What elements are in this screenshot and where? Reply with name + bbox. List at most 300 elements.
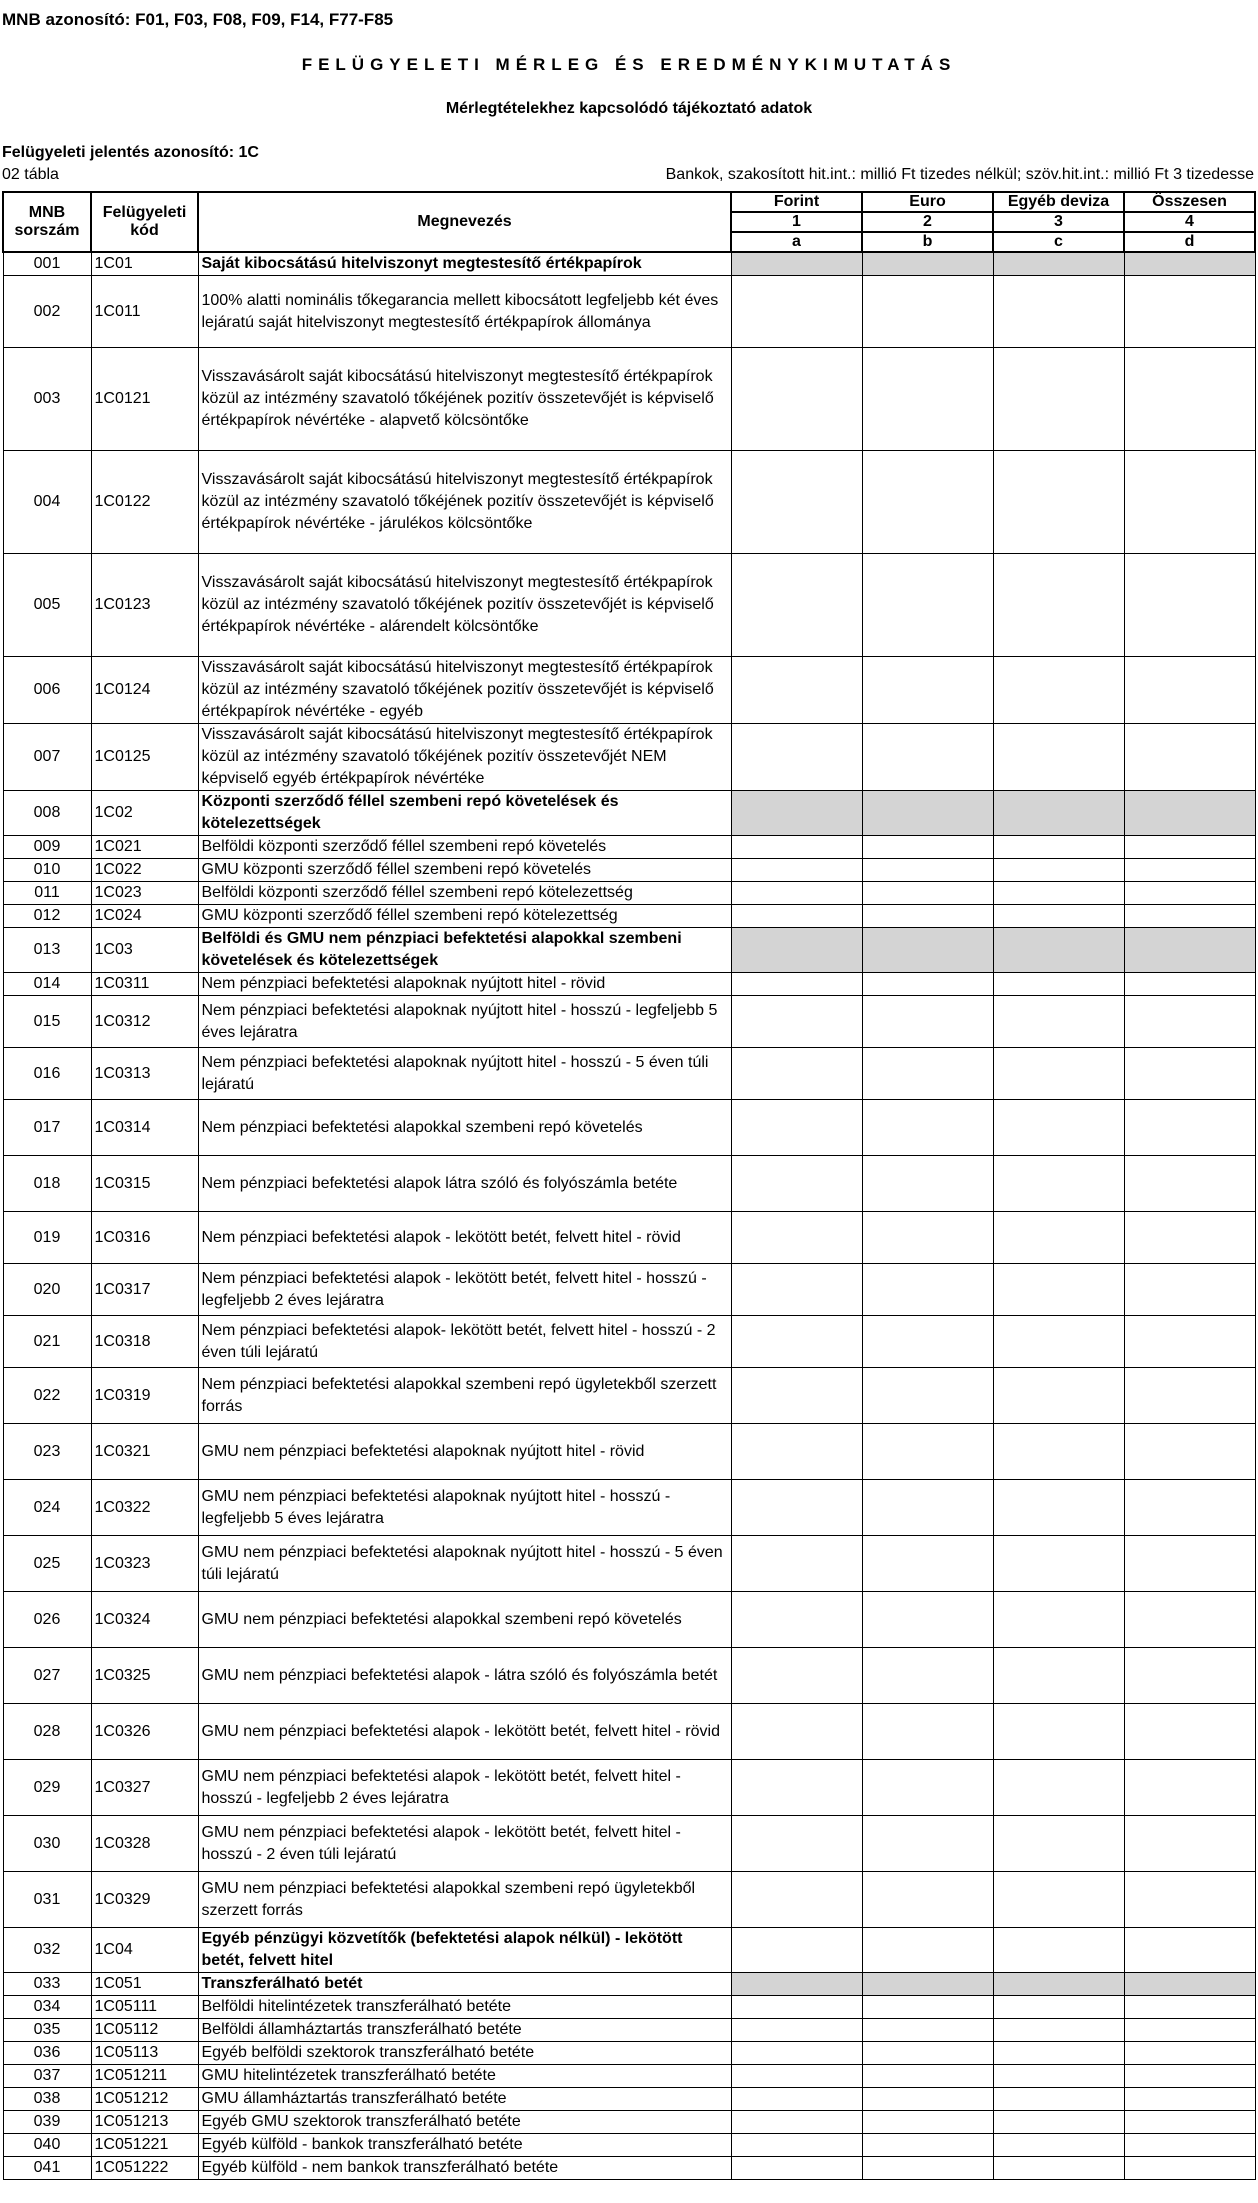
col-number: 2 xyxy=(862,212,993,232)
value-cell[interactable] xyxy=(1124,1536,1255,1592)
row-code: 1C0324 xyxy=(91,1592,198,1648)
value-cell[interactable] xyxy=(862,252,993,276)
value-cell[interactable] xyxy=(862,1592,993,1648)
table-row xyxy=(3,2134,1255,2157)
row-label: GMU központi szerződő féllel szembeni repó követelés xyxy=(198,859,731,882)
value-cell[interactable] xyxy=(731,1156,862,1212)
value-cell[interactable] xyxy=(731,1704,862,1760)
col-letter: a xyxy=(731,232,862,252)
value-cell[interactable] xyxy=(993,928,1124,973)
row-number: 001 xyxy=(3,252,91,276)
table-row xyxy=(3,724,1255,791)
value-cell[interactable] xyxy=(993,836,1124,859)
row-code: 1C011 xyxy=(91,276,198,348)
row-number: 027 xyxy=(3,1648,91,1704)
value-cell[interactable] xyxy=(731,1816,862,1872)
row-label: Nem pénzpiaci befektetési alapok - lekötött betét, felvett hitel - hosszú - legfeljebb 2 éves lejáratra xyxy=(198,1264,731,1316)
value-cell[interactable] xyxy=(731,2065,862,2088)
value-cell[interactable] xyxy=(731,1760,862,1816)
row-label: Nem pénzpiaci befektetési alapok- lekötött betét, felvett hitel - hosszú - 2 éven túli lejáratú xyxy=(198,1316,731,1368)
row-code: 1C023 xyxy=(91,882,198,905)
value-cell[interactable] xyxy=(862,1048,993,1100)
value-cell[interactable] xyxy=(993,2111,1124,2134)
value-cell[interactable] xyxy=(731,1648,862,1704)
col-number: 4 xyxy=(1124,212,1255,232)
value-cell[interactable] xyxy=(1124,973,1255,996)
value-cell[interactable] xyxy=(993,276,1124,348)
value-cell[interactable] xyxy=(1124,1704,1255,1760)
value-cell[interactable] xyxy=(731,348,862,451)
report-identifier: Felügyeleti jelentés azonosító: 1C xyxy=(2,144,259,161)
row-code: 1C0313 xyxy=(91,1048,198,1100)
row-label: GMU államháztartás transzferálható betéte xyxy=(198,2088,731,2111)
row-number: 036 xyxy=(3,2042,91,2065)
value-cell[interactable] xyxy=(731,2111,862,2134)
row-code: 1C0325 xyxy=(91,1648,198,1704)
row-label: Egyéb pénzügyi közvetítők (befektetési alapok nélkül) - lekötött betét, felvett hitel xyxy=(198,1928,731,1973)
value-cell[interactable] xyxy=(1124,724,1255,791)
value-cell[interactable] xyxy=(731,554,862,657)
value-cell[interactable] xyxy=(993,2065,1124,2088)
row-label: GMU nem pénzpiaci befektetési alapoknak nyújtott hitel - hosszú - 5 éven túli lejáratú xyxy=(198,1536,731,1592)
value-cell[interactable] xyxy=(862,973,993,996)
value-cell[interactable] xyxy=(993,348,1124,451)
value-cell[interactable] xyxy=(1124,882,1255,905)
row-number: 021 xyxy=(3,1316,91,1368)
table-row xyxy=(3,451,1255,554)
value-cell[interactable] xyxy=(862,1648,993,1704)
table-row xyxy=(3,1996,1255,2019)
value-cell[interactable] xyxy=(1124,1996,1255,2019)
row-number: 035 xyxy=(3,2019,91,2042)
row-number: 029 xyxy=(3,1760,91,1816)
row-code: 1C04 xyxy=(91,1928,198,1973)
value-cell[interactable] xyxy=(731,276,862,348)
table-row xyxy=(3,2111,1255,2134)
table-row xyxy=(3,996,1255,1048)
table-row xyxy=(3,1973,1255,1996)
value-cell[interactable] xyxy=(731,905,862,928)
value-cell[interactable] xyxy=(862,996,993,1048)
row-code: 1C0122 xyxy=(91,451,198,554)
table-row xyxy=(3,1100,1255,1156)
value-cell[interactable] xyxy=(993,1100,1124,1156)
row-code: 1C051 xyxy=(91,1973,198,1996)
value-cell[interactable] xyxy=(731,1264,862,1316)
value-cell[interactable] xyxy=(1124,1872,1255,1928)
value-cell[interactable] xyxy=(1124,928,1255,973)
value-cell[interactable] xyxy=(862,2042,993,2065)
value-cell[interactable] xyxy=(731,657,862,724)
table-row xyxy=(3,2019,1255,2042)
table-row xyxy=(3,859,1255,882)
value-cell[interactable] xyxy=(993,1316,1124,1368)
value-cell[interactable] xyxy=(862,1872,993,1928)
value-cell[interactable] xyxy=(731,882,862,905)
table-number: 02 tábla xyxy=(2,166,59,183)
table-row xyxy=(3,905,1255,928)
value-cell[interactable] xyxy=(993,252,1124,276)
table-row xyxy=(3,882,1255,905)
table-row xyxy=(3,1536,1255,1592)
value-cell[interactable] xyxy=(731,1480,862,1536)
value-cell[interactable] xyxy=(1124,2157,1255,2180)
value-cell[interactable] xyxy=(993,1760,1124,1816)
value-cell[interactable] xyxy=(993,1592,1124,1648)
value-cell[interactable] xyxy=(862,1212,993,1264)
row-number: 011 xyxy=(3,882,91,905)
row-label: GMU nem pénzpiaci befektetési alapokkal szembeni repó követelés xyxy=(198,1592,731,1648)
value-cell[interactable] xyxy=(993,973,1124,996)
value-cell[interactable] xyxy=(993,1212,1124,1264)
report-table xyxy=(2,191,1256,2180)
value-cell[interactable] xyxy=(731,1973,862,1996)
row-number: 038 xyxy=(3,2088,91,2111)
row-label: GMU nem pénzpiaci befektetési alapoknak nyújtott hitel - hosszú - legfeljebb 5 éves lejáratra xyxy=(198,1480,731,1536)
value-cell[interactable] xyxy=(862,451,993,554)
value-cell[interactable] xyxy=(862,905,993,928)
value-cell[interactable] xyxy=(1124,2042,1255,2065)
value-cell[interactable] xyxy=(1124,859,1255,882)
value-cell[interactable] xyxy=(1124,1760,1255,1816)
col-number: 3 xyxy=(993,212,1124,232)
value-cell[interactable] xyxy=(731,2019,862,2042)
value-cell[interactable] xyxy=(1124,657,1255,724)
row-label: Egyéb GMU szektorok transzferálható betéte xyxy=(198,2111,731,2134)
value-cell[interactable] xyxy=(862,791,993,836)
row-number: 018 xyxy=(3,1156,91,1212)
table-row xyxy=(3,1048,1255,1100)
row-code: 1C0322 xyxy=(91,1480,198,1536)
row-label: Transzferálható betét xyxy=(198,1973,731,1996)
value-cell[interactable] xyxy=(731,1872,862,1928)
value-cell[interactable] xyxy=(1124,1156,1255,1212)
table-row xyxy=(3,1368,1255,1424)
row-number: 004 xyxy=(3,451,91,554)
value-cell[interactable] xyxy=(1124,1928,1255,1973)
value-cell[interactable] xyxy=(1124,1100,1255,1156)
value-cell[interactable] xyxy=(862,1480,993,1536)
row-code: 1C051222 xyxy=(91,2157,198,2180)
value-cell[interactable] xyxy=(1124,2111,1255,2134)
col-header-euro: Euro xyxy=(862,192,993,212)
col-header-name: Megnevezés xyxy=(198,192,731,252)
row-code: 1C0318 xyxy=(91,1316,198,1368)
col-letter: d xyxy=(1124,232,1255,252)
value-cell[interactable] xyxy=(993,1480,1124,1536)
value-cell[interactable] xyxy=(993,2019,1124,2042)
value-cell[interactable] xyxy=(993,1973,1124,1996)
value-cell[interactable] xyxy=(993,1536,1124,1592)
value-cell[interactable] xyxy=(1124,2019,1255,2042)
page-subtitle: Mérlegtételekhez kapcsolódó tájékoztató adatok xyxy=(445,100,813,117)
value-cell[interactable] xyxy=(993,882,1124,905)
row-number: 020 xyxy=(3,1264,91,1316)
row-code: 1C0123 xyxy=(91,554,198,657)
value-cell[interactable] xyxy=(862,657,993,724)
col-header-total: Összesen xyxy=(1124,192,1255,212)
row-label: GMU hitelintézetek transzferálható betéte xyxy=(198,2065,731,2088)
value-cell[interactable] xyxy=(1124,1316,1255,1368)
row-code: 1C051212 xyxy=(91,2088,198,2111)
col-number: 1 xyxy=(731,212,862,232)
row-code: 1C0326 xyxy=(91,1704,198,1760)
value-cell[interactable] xyxy=(731,973,862,996)
value-cell[interactable] xyxy=(993,1872,1124,1928)
row-code: 1C0311 xyxy=(91,973,198,996)
value-cell[interactable] xyxy=(731,1536,862,1592)
value-cell[interactable] xyxy=(993,657,1124,724)
row-number: 031 xyxy=(3,1872,91,1928)
value-cell[interactable] xyxy=(993,724,1124,791)
row-label: GMU nem pénzpiaci befektetési alapok - látra szóló és folyószámla betét xyxy=(198,1648,731,1704)
value-cell[interactable] xyxy=(862,2088,993,2111)
value-cell[interactable] xyxy=(731,2157,862,2180)
value-cell[interactable] xyxy=(731,2088,862,2111)
row-label: Nem pénzpiaci befektetési alapoknak nyújtott hitel - hosszú - legfeljebb 5 éves lejáratra xyxy=(198,996,731,1048)
row-label: Belföldi államháztartás transzferálható betéte xyxy=(198,2019,731,2042)
table-row xyxy=(3,657,1255,724)
col-header-code: Felügyeleti kód xyxy=(91,192,198,252)
value-cell[interactable] xyxy=(731,996,862,1048)
row-code: 1C0323 xyxy=(91,1536,198,1592)
value-cell[interactable] xyxy=(862,724,993,791)
value-cell[interactable] xyxy=(1124,1480,1255,1536)
value-cell[interactable] xyxy=(993,2088,1124,2111)
col-header-forint: Forint xyxy=(731,192,862,212)
value-cell[interactable] xyxy=(862,1316,993,1368)
value-cell[interactable] xyxy=(862,276,993,348)
row-code: 1C0327 xyxy=(91,1760,198,1816)
value-cell[interactable] xyxy=(1124,252,1255,276)
row-number: 033 xyxy=(3,1973,91,1996)
table-row xyxy=(3,2042,1255,2065)
value-cell[interactable] xyxy=(862,1536,993,1592)
value-cell[interactable] xyxy=(993,1704,1124,1760)
row-label: Központi szerződő féllel szembeni repó követelések és kötelezettségek xyxy=(198,791,731,836)
value-cell[interactable] xyxy=(993,1648,1124,1704)
table-row xyxy=(3,1480,1255,1536)
table-row xyxy=(3,1592,1255,1648)
value-cell[interactable] xyxy=(862,836,993,859)
value-cell[interactable] xyxy=(731,859,862,882)
row-code: 1C022 xyxy=(91,859,198,882)
value-cell[interactable] xyxy=(1124,836,1255,859)
value-cell[interactable] xyxy=(862,1973,993,1996)
value-cell[interactable] xyxy=(993,1156,1124,1212)
value-cell[interactable] xyxy=(993,791,1124,836)
value-cell[interactable] xyxy=(731,2042,862,2065)
table-row xyxy=(3,2088,1255,2111)
value-cell[interactable] xyxy=(1124,1264,1255,1316)
row-label: Belföldi hitelintézetek transzferálható betéte xyxy=(198,1996,731,2019)
row-code: 1C024 xyxy=(91,905,198,928)
value-cell[interactable] xyxy=(862,859,993,882)
row-code: 1C03 xyxy=(91,928,198,973)
value-cell[interactable] xyxy=(1124,1424,1255,1480)
value-cell[interactable] xyxy=(731,1100,862,1156)
value-cell[interactable] xyxy=(1124,1592,1255,1648)
row-number: 006 xyxy=(3,657,91,724)
value-cell[interactable] xyxy=(731,1592,862,1648)
value-cell[interactable] xyxy=(862,554,993,657)
value-cell[interactable] xyxy=(1124,554,1255,657)
table-row xyxy=(3,1156,1255,1212)
value-cell[interactable] xyxy=(862,1156,993,1212)
table-row xyxy=(3,1928,1255,1973)
row-code: 1C0124 xyxy=(91,657,198,724)
row-label: Belföldi központi szerződő féllel szembeni repó követelés xyxy=(198,836,731,859)
value-cell[interactable] xyxy=(1124,451,1255,554)
row-code: 1C0321 xyxy=(91,1424,198,1480)
row-code: 1C0121 xyxy=(91,348,198,451)
value-cell[interactable] xyxy=(993,554,1124,657)
table-row xyxy=(3,1816,1255,1872)
row-code: 1C051221 xyxy=(91,2134,198,2157)
row-label: Visszavásárolt saját kibocsátású hitelviszonyt megtestesítő értékpapírok közül az intézmény szavatoló tőkéjének pozitív összetevőjét is képviselő értékpapírok névértéke - egyéb xyxy=(198,657,731,724)
value-cell[interactable] xyxy=(862,1760,993,1816)
row-code: 1C0314 xyxy=(91,1100,198,1156)
row-number: 023 xyxy=(3,1424,91,1480)
value-cell[interactable] xyxy=(862,2134,993,2157)
value-cell[interactable] xyxy=(862,1704,993,1760)
value-cell[interactable] xyxy=(862,1368,993,1424)
value-cell[interactable] xyxy=(731,1212,862,1264)
row-code: 1C0317 xyxy=(91,1264,198,1316)
value-cell[interactable] xyxy=(1124,2134,1255,2157)
row-code: 1C05113 xyxy=(91,2042,198,2065)
row-code: 1C0328 xyxy=(91,1816,198,1872)
value-cell[interactable] xyxy=(731,451,862,554)
value-cell[interactable] xyxy=(1124,1816,1255,1872)
value-cell[interactable] xyxy=(1124,1368,1255,1424)
table-row xyxy=(3,1872,1255,1928)
value-cell[interactable] xyxy=(731,791,862,836)
row-label: Nem pénzpiaci befektetési alapoknak nyújtott hitel - rövid xyxy=(198,973,731,996)
value-cell[interactable] xyxy=(731,1424,862,1480)
value-cell[interactable] xyxy=(862,2111,993,2134)
value-cell[interactable] xyxy=(993,1048,1124,1100)
value-cell[interactable] xyxy=(1124,1212,1255,1264)
value-cell[interactable] xyxy=(731,836,862,859)
value-cell[interactable] xyxy=(993,2134,1124,2157)
value-cell[interactable] xyxy=(1124,996,1255,1048)
value-cell[interactable] xyxy=(862,2065,993,2088)
value-cell[interactable] xyxy=(1124,791,1255,836)
row-label: Egyéb külföld - bankok transzferálható betéte xyxy=(198,2134,731,2157)
value-cell[interactable] xyxy=(862,1928,993,1973)
value-cell[interactable] xyxy=(731,252,862,276)
row-code: 1C0329 xyxy=(91,1872,198,1928)
value-cell[interactable] xyxy=(731,2134,862,2157)
value-cell[interactable] xyxy=(993,1816,1124,1872)
row-number: 012 xyxy=(3,905,91,928)
row-label: Nem pénzpiaci befektetési alapok látra szóló és folyószámla betéte xyxy=(198,1156,731,1212)
value-cell[interactable] xyxy=(862,348,993,451)
value-cell[interactable] xyxy=(862,2019,993,2042)
value-cell[interactable] xyxy=(1124,276,1255,348)
value-cell[interactable] xyxy=(1124,1048,1255,1100)
row-label: Visszavásárolt saját kibocsátású hitelviszonyt megtestesítő értékpapírok közül az intézmény szavatoló tőkéjének pozitív összetevőjét NEM képviselő egyéb értékpapírok névértéke xyxy=(198,724,731,791)
row-label: 100% alatti nominális tőkegarancia mellett kibocsátott legfeljebb két éves lejáratú saját hitelviszonyt megtestesítő értékpapírok állománya xyxy=(198,276,731,348)
value-cell[interactable] xyxy=(862,1424,993,1480)
value-cell[interactable] xyxy=(1124,905,1255,928)
mnb-identifier: MNB azonosító: F01, F03, F08, F09, F14, F77-F85 xyxy=(2,10,394,29)
value-cell[interactable] xyxy=(993,859,1124,882)
value-cell[interactable] xyxy=(731,1996,862,2019)
value-cell[interactable] xyxy=(731,724,862,791)
row-code: 1C05111 xyxy=(91,1996,198,2019)
row-number: 037 xyxy=(3,2065,91,2088)
row-number: 010 xyxy=(3,859,91,882)
value-cell[interactable] xyxy=(731,1928,862,1973)
row-number: 009 xyxy=(3,836,91,859)
row-label: Belföldi központi szerződő féllel szembeni repó kötelezettség xyxy=(198,882,731,905)
value-cell[interactable] xyxy=(1124,2065,1255,2088)
value-cell[interactable] xyxy=(1124,2088,1255,2111)
value-cell[interactable] xyxy=(862,2157,993,2180)
value-cell[interactable] xyxy=(993,1928,1124,1973)
row-label: Belföldi és GMU nem pénzpiaci befektetési alapokkal szembeni követelések és kötelezettségek xyxy=(198,928,731,973)
row-label: GMU központi szerződő féllel szembeni repó kötelezettség xyxy=(198,905,731,928)
row-code: 1C0319 xyxy=(91,1368,198,1424)
row-number: 003 xyxy=(3,348,91,451)
row-number: 026 xyxy=(3,1592,91,1648)
page-title: FELÜGYELETI MÉRLEG ÉS EREDMÉNYKIMUTATÁS xyxy=(301,55,957,74)
value-cell[interactable] xyxy=(862,1100,993,1156)
row-label: Egyéb belföldi szektorok transzferálható betéte xyxy=(198,2042,731,2065)
value-cell[interactable] xyxy=(993,996,1124,1048)
value-cell[interactable] xyxy=(862,882,993,905)
row-code: 1C0312 xyxy=(91,996,198,1048)
value-cell[interactable] xyxy=(862,1816,993,1872)
row-label: GMU nem pénzpiaci befektetési alapoknak nyújtott hitel - rövid xyxy=(198,1424,731,1480)
value-cell[interactable] xyxy=(862,928,993,973)
value-cell[interactable] xyxy=(1124,1648,1255,1704)
table-row xyxy=(3,973,1255,996)
row-number: 030 xyxy=(3,1816,91,1872)
value-cell[interactable] xyxy=(993,1424,1124,1480)
value-cell[interactable] xyxy=(731,1316,862,1368)
col-header-other-currency: Egyéb deviza xyxy=(993,192,1124,212)
table-row xyxy=(3,1704,1255,1760)
value-cell[interactable] xyxy=(993,451,1124,554)
value-cell[interactable] xyxy=(993,1996,1124,2019)
col-letter: b xyxy=(862,232,993,252)
value-cell[interactable] xyxy=(862,1264,993,1316)
value-cell[interactable] xyxy=(993,2157,1124,2180)
row-code: 1C02 xyxy=(91,791,198,836)
value-cell[interactable] xyxy=(993,1264,1124,1316)
row-label: GMU nem pénzpiaci befektetési alapok - lekötött betét, felvett hitel - rövid xyxy=(198,1704,731,1760)
value-cell[interactable] xyxy=(993,1368,1124,1424)
row-label: Nem pénzpiaci befektetési alapokkal szembeni repó követelés xyxy=(198,1100,731,1156)
value-cell[interactable] xyxy=(1124,1973,1255,1996)
value-cell[interactable] xyxy=(1124,348,1255,451)
value-cell[interactable] xyxy=(731,928,862,973)
units-note: Bankok, szakosított hit.int.: millió Ft tizedes nélkül; szöv.hit.int.: millió Ft 3 tizedesse xyxy=(665,166,1254,183)
row-label: Nem pénzpiaci befektetési alapok - lekötött betét, felvett hitel - rövid xyxy=(198,1212,731,1264)
value-cell[interactable] xyxy=(731,1368,862,1424)
value-cell[interactable] xyxy=(862,1996,993,2019)
value-cell[interactable] xyxy=(993,905,1124,928)
row-number: 039 xyxy=(3,2111,91,2134)
value-cell[interactable] xyxy=(993,2042,1124,2065)
table-row xyxy=(3,791,1255,836)
value-cell[interactable] xyxy=(731,1048,862,1100)
row-label: Egyéb külföld - nem bankok transzferálható betéte xyxy=(198,2157,731,2180)
row-number: 015 xyxy=(3,996,91,1048)
